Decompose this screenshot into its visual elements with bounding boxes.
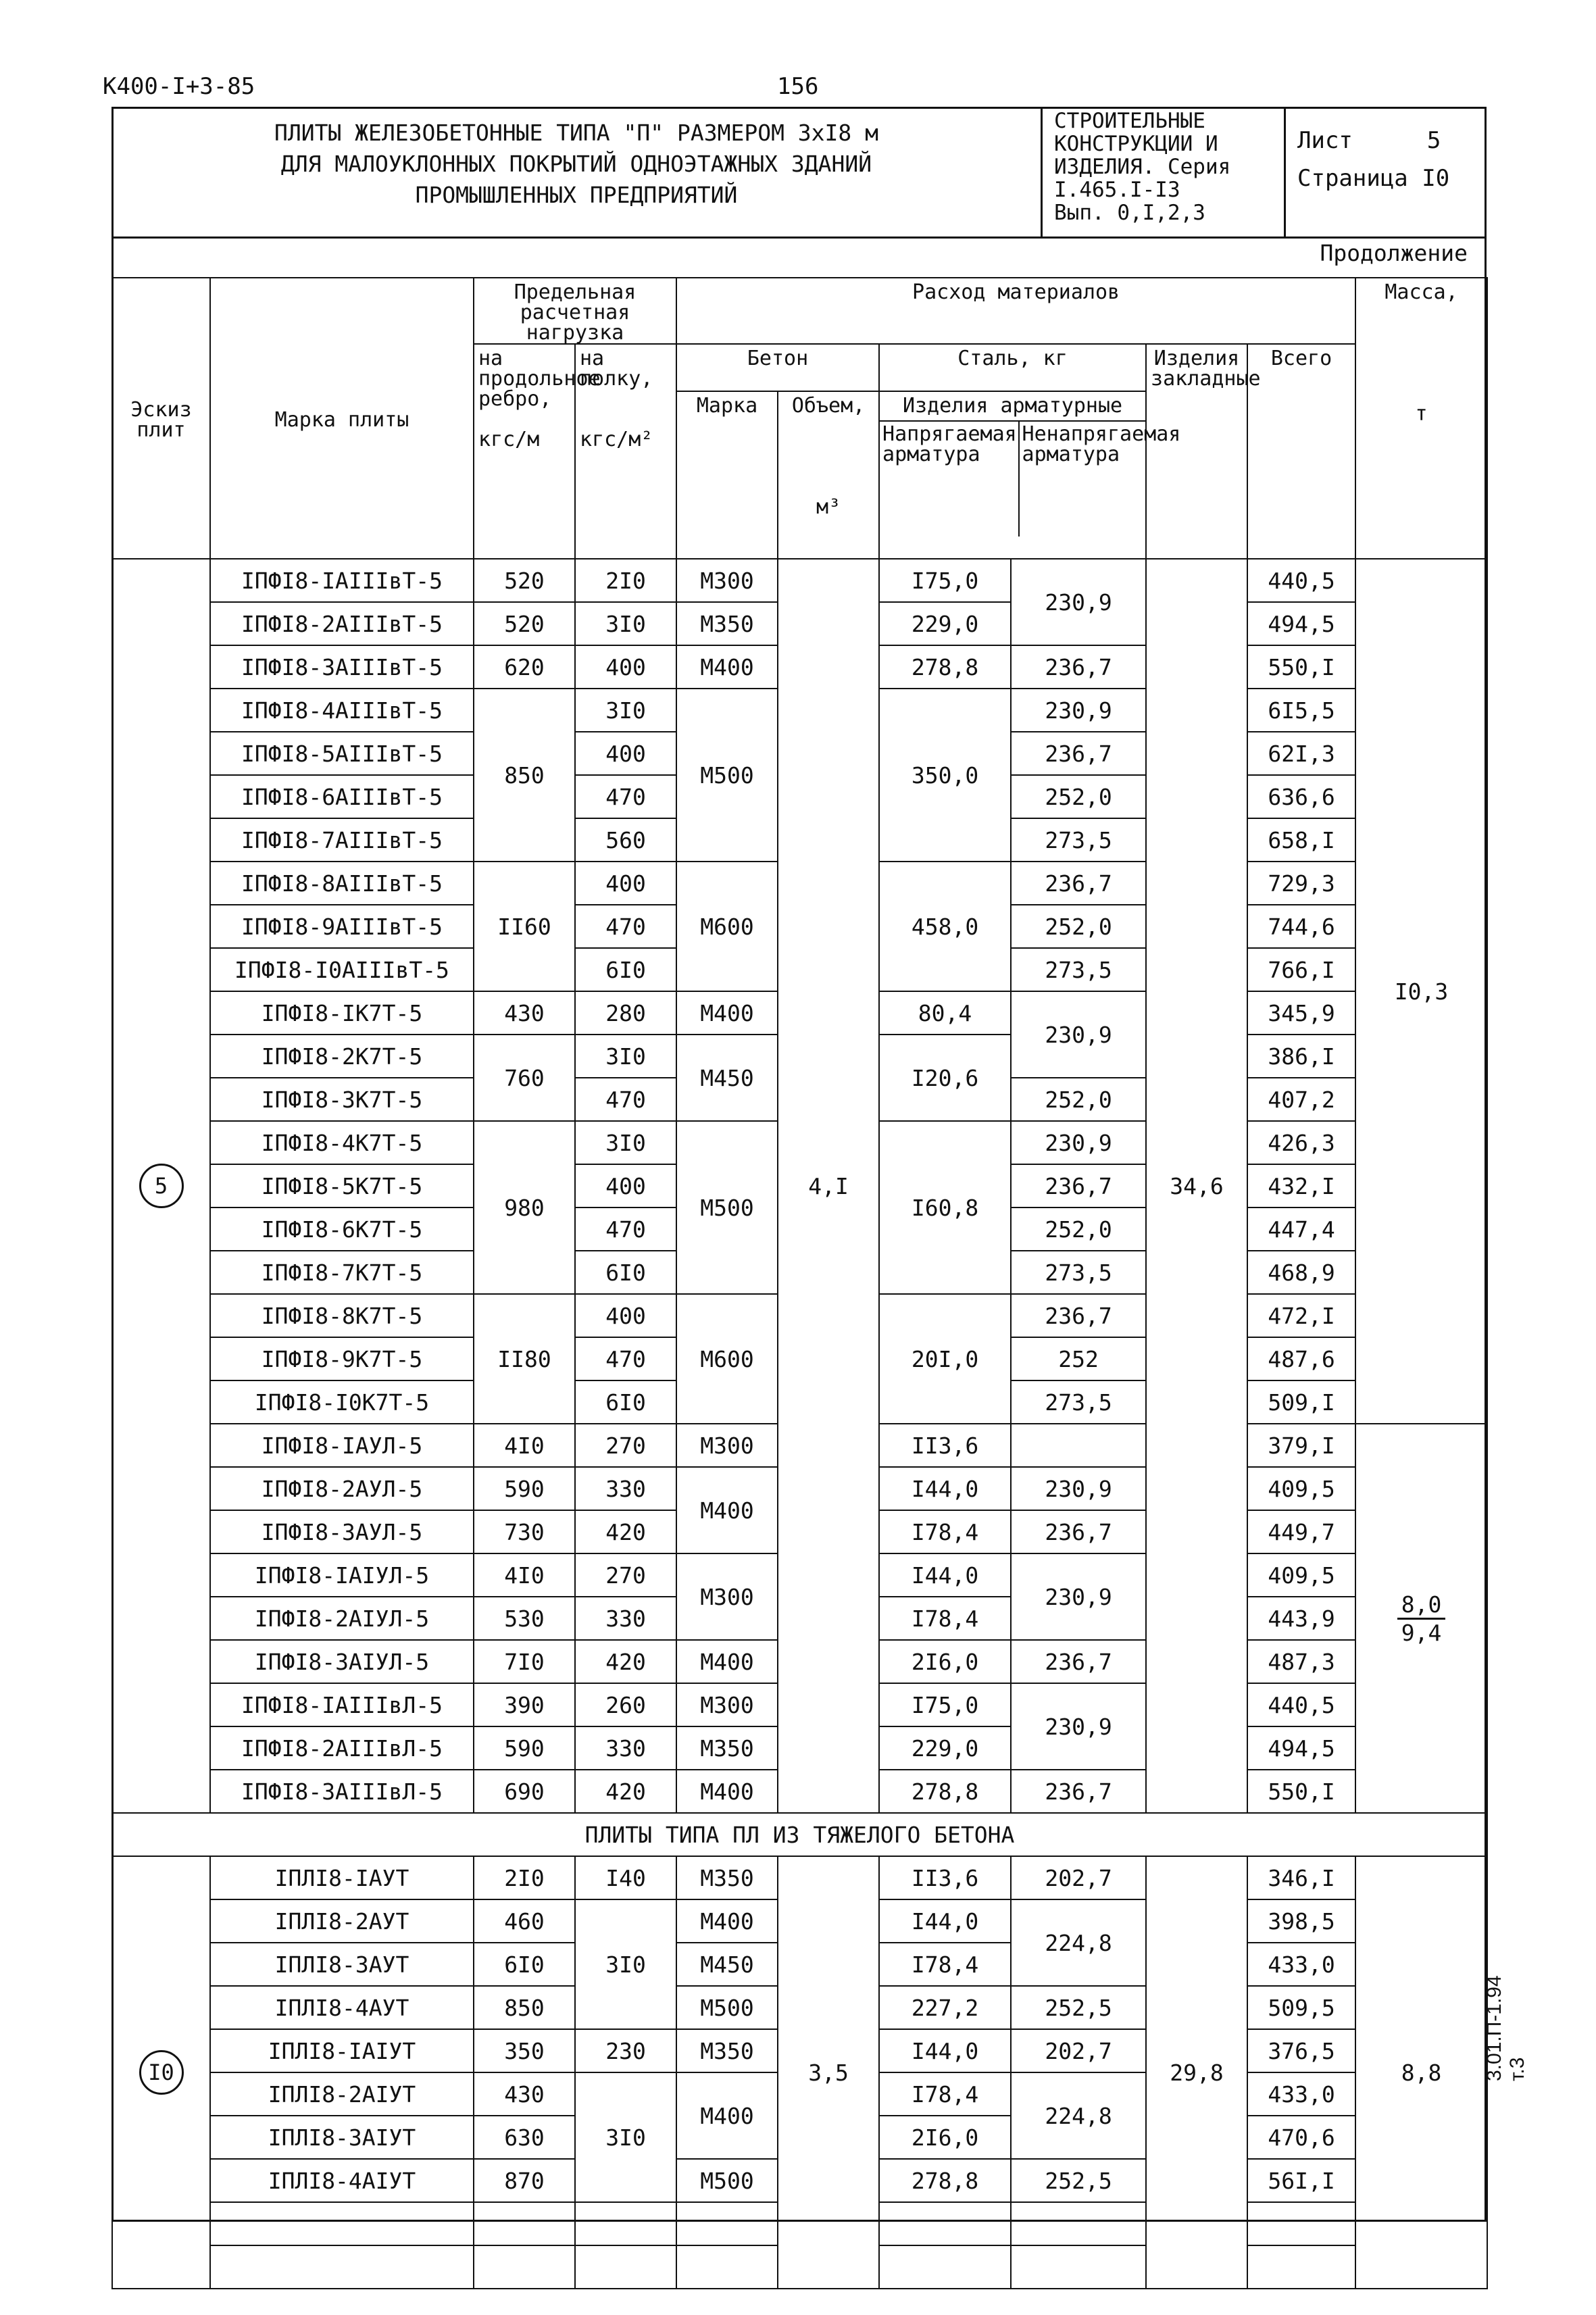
total-cell: 440,5 (1247, 559, 1355, 602)
nonprestressed-cell: 252 (1011, 1337, 1146, 1380)
nonprestressed-cell: 273,5 (1011, 948, 1146, 991)
shelf-load-cell: 560 (575, 818, 676, 862)
grade-cell: М600 (676, 862, 778, 991)
grade-cell: М300 (676, 559, 778, 602)
total-cell: 447,4 (1247, 1208, 1355, 1251)
total-cell: 56I,I (1247, 2159, 1355, 2202)
total-cell: 636,6 (1247, 775, 1355, 818)
total-cell: 440,5 (1247, 1683, 1355, 1726)
col-rebar (879, 391, 1181, 559)
nonprestressed-cell: 230,9 (1011, 1683, 1146, 1770)
header-divider (1284, 107, 1286, 239)
prestressed-cell: 227,2 (879, 1986, 1011, 2029)
nonprestressed-cell (1011, 2245, 1146, 2289)
rib-load-cell: 590 (474, 1467, 575, 1510)
rib-load-cell: 760 (474, 1035, 575, 1121)
total-cell: 494,5 (1247, 602, 1355, 645)
rib-load-cell: 520 (474, 602, 575, 645)
total-cell: 766,I (1247, 948, 1355, 991)
total-cell: 509,I (1247, 1380, 1355, 1424)
total-cell: 487,3 (1247, 1640, 1355, 1683)
col-mass (1355, 278, 1487, 559)
materials-table (111, 277, 1488, 2289)
nonprestressed-cell: 273,5 (1011, 818, 1146, 862)
total-cell: 432,I (1247, 1164, 1355, 1208)
rib-load-cell: 390 (474, 1683, 575, 1726)
rib-load-cell: 870 (474, 2159, 575, 2202)
nonprestressed-cell: 202,7 (1011, 2029, 1146, 2072)
prestressed-cell: I78,4 (879, 1597, 1011, 1640)
grade-cell: М450 (676, 1943, 778, 1986)
col-sketch (112, 278, 210, 559)
table-row (112, 1856, 1487, 1899)
mark-cell: IПЛI8-2АУТ (210, 1899, 474, 1943)
total-cell: 345,9 (1247, 991, 1355, 1035)
col-mark: Марка плиты (210, 278, 474, 559)
sketch-number: 5 (139, 1164, 184, 1208)
grade-cell: М500 (676, 689, 778, 862)
side-stamp: 3.01.П-1.94 т.3 (1483, 1975, 1528, 2081)
mass-cell: I0,3 (1355, 559, 1487, 1424)
page-label: Страница I0 (1297, 165, 1450, 192)
series-line: I.465.I-I3 (1054, 178, 1180, 202)
col-volume-label: Объем, (791, 394, 866, 418)
total-cell: 744,6 (1247, 905, 1355, 948)
nonprestressed-cell: 202,7 (1011, 1856, 1146, 1899)
grade-cell: М300 (676, 1553, 778, 1640)
nonprestressed-cell: 236,7 (1011, 1164, 1146, 1208)
rib-load-cell: II80 (474, 1294, 575, 1424)
grade-cell: М400 (676, 1467, 778, 1553)
shelf-load-cell: 280 (575, 991, 676, 1035)
total-cell: 398,5 (1247, 1899, 1355, 1943)
grade-cell: М400 (676, 991, 778, 1035)
mark-cell: IПФI8-6АIIIвТ-5 (210, 775, 474, 818)
nonprestressed-cell: 236,7 (1011, 862, 1146, 905)
nonprestressed-cell: 230,9 (1011, 559, 1146, 645)
prestressed-cell: 2I6,0 (879, 2116, 1011, 2159)
prestressed-cell: I44,0 (879, 2029, 1011, 2072)
title-line: ДЛЯ МАЛОУКЛОННЫХ ПОКРЫТИЙ ОДНОЭТАЖНЫХ ЗДАНИЙ (280, 151, 872, 177)
grade-cell: М400 (676, 1640, 778, 1683)
shelf-load-cell: 330 (575, 1467, 676, 1510)
grade-cell: М350 (676, 1726, 778, 1770)
nonprestressed-cell (1011, 2202, 1146, 2245)
mark-cell: IПФI8-3АIУЛ-5 (210, 1640, 474, 1683)
rib-load-cell: 460 (474, 1899, 575, 1943)
continuation-label: Продолжение (1320, 240, 1468, 266)
prestressed-cell: I78,4 (879, 1943, 1011, 1986)
mark-cell: IПФI8-2АIУЛ-5 (210, 1597, 474, 1640)
total-cell: 407,2 (1247, 1078, 1355, 1121)
nonprestressed-cell: 273,5 (1011, 1251, 1146, 1294)
nonprestressed-cell: 252,0 (1011, 905, 1146, 948)
total-cell: 426,3 (1247, 1121, 1355, 1164)
rib-load-cell: 530 (474, 1597, 575, 1640)
shelf-load-cell: 400 (575, 1294, 676, 1337)
shelf-load-cell: 400 (575, 645, 676, 689)
total-cell: 449,7 (1247, 1510, 1355, 1553)
series-line: СТРОИТЕЛЬНЫЕ (1054, 109, 1205, 133)
nonprestressed-cell: 230,9 (1011, 1467, 1146, 1510)
shelf-load-cell: 3I0 (575, 602, 676, 645)
total-cell: 376,5 (1247, 2029, 1355, 2072)
shelf-load-cell: 270 (575, 1553, 676, 1597)
shelf-load-cell: 400 (575, 732, 676, 775)
mark-cell: IПФI8-3АIIIвТ-5 (210, 645, 474, 689)
grade-cell: М500 (676, 1986, 778, 2029)
prestressed-cell: I60,8 (879, 1121, 1011, 1294)
grade-cell: М350 (676, 602, 778, 645)
nonprestressed-cell: 236,7 (1011, 1294, 1146, 1337)
grade-cell: М600 (676, 1294, 778, 1424)
mass-fraction-cell (1355, 1424, 1487, 1813)
col-load-shelf-label: на полку, (580, 347, 653, 391)
mark-cell: IПФI8-5К7Т-5 (210, 1164, 474, 1208)
shelf-load-cell: 420 (575, 1770, 676, 1813)
col-nonprestressed: Ненапрягаемая арматура (1022, 422, 1181, 466)
shelf-load-cell: 420 (575, 1640, 676, 1683)
prestressed-cell: 229,0 (879, 602, 1011, 645)
total-cell: 443,9 (1247, 1597, 1355, 1640)
shelf-load-cell: 400 (575, 862, 676, 905)
shelf-load-cell: 3I0 (575, 2072, 676, 2202)
rib-load-cell: 850 (474, 689, 575, 862)
rib-load-cell: 350 (474, 2029, 575, 2072)
rib-load-cell: 850 (474, 1986, 575, 2029)
nonprestressed-cell: 224,8 (1011, 1899, 1146, 1986)
mark-cell: IПФI8-7АIIIвТ-5 (210, 818, 474, 862)
prestressed-cell (879, 2245, 1011, 2289)
series-line: Вып. 0,I,2,3 (1054, 201, 1205, 225)
grade-cell: М350 (676, 1856, 778, 1899)
rib-load-cell: 620 (474, 645, 575, 689)
prestressed-cell: 229,0 (879, 1726, 1011, 1770)
mark-cell: IПФI8-9К7Т-5 (210, 1337, 474, 1380)
grade-cell: М500 (676, 1121, 778, 1294)
mark-cell: IПФI8-IАIIIвТ-5 (210, 559, 474, 602)
rib-load-cell: 730 (474, 1510, 575, 1553)
mark-cell: IПФI8-6К7Т-5 (210, 1208, 474, 1251)
shelf-load-cell: 330 (575, 1597, 676, 1640)
series-block (1054, 109, 1277, 234)
total-cell: 433,0 (1247, 1943, 1355, 1986)
grade-cell: М450 (676, 1035, 778, 1121)
mark-cell: IПФI8-IАIIIвЛ-5 (210, 1683, 474, 1726)
shelf-load-cell: 230 (575, 2029, 676, 2072)
prestressed-cell: 458,0 (879, 862, 1011, 991)
rib-load-cell: 630 (474, 2116, 575, 2159)
embedded-cell: 34,6 (1146, 559, 1247, 1813)
total-cell (1247, 2202, 1355, 2245)
grade-cell (676, 2245, 778, 2289)
grade-cell (676, 2202, 778, 2245)
mark-cell: IПФI8-3К7Т-5 (210, 1078, 474, 1121)
shelf-load-cell: I40 (575, 1856, 676, 1899)
title-line: ПЛИТЫ ЖЕЛЕЗОБЕТОННЫЕ ТИПА "П" РАЗМЕРОМ 3хI8 м (274, 120, 879, 146)
total-cell: 433,0 (1247, 2072, 1355, 2116)
mark-cell: IПЛI8-IАIУТ (210, 2029, 474, 2072)
col-concrete: Бетон (676, 344, 879, 391)
col-load-rib (474, 344, 601, 559)
nonprestressed-cell: 224,8 (1011, 2072, 1146, 2159)
prestressed-cell: II3,6 (879, 1424, 1011, 1467)
title-line: ПРОМЫШЛЕННЫХ ПРЕДПРИЯТИЙ (415, 182, 738, 208)
total-cell: 346,I (1247, 1856, 1355, 1899)
mark-cell: IПФI8-2АУЛ-5 (210, 1467, 474, 1510)
page-number: 156 (777, 73, 819, 100)
nonprestressed-cell: 236,7 (1011, 732, 1146, 775)
mark-cell: IПФI8-3АУЛ-5 (210, 1510, 474, 1553)
grade-cell: М500 (676, 2159, 778, 2202)
document-code: К400-I+3-85 (103, 73, 255, 100)
mass-fraction (1397, 1591, 1446, 1646)
rib-load-cell: II60 (474, 862, 575, 991)
mass-cell: 8,8 (1355, 1856, 1487, 2289)
grade-cell: М400 (676, 1899, 778, 1943)
total-cell: 386,I (1247, 1035, 1355, 1078)
shelf-load-cell: 3I0 (575, 1121, 676, 1164)
shelf-load-cell: 6I0 (575, 1380, 676, 1424)
series-line: ИЗДЕЛИЯ. Серия (1054, 155, 1231, 179)
nonprestressed-cell: 252,0 (1011, 1078, 1146, 1121)
total-cell: 729,3 (1247, 862, 1355, 905)
mark-cell: IПФI8-IАУЛ-5 (210, 1424, 474, 1467)
prestressed-cell: I78,4 (879, 1510, 1011, 1553)
mark-cell (210, 2245, 474, 2289)
shelf-load-cell: 470 (575, 905, 676, 948)
mark-cell: IПФI8-2АIIIвТ-5 (210, 602, 474, 645)
section-title: ПЛИТЫ ТИПА ПЛ ИЗ ТЯЖЕЛОГО БЕТОНА (112, 1813, 1487, 1856)
rib-load-cell: 7I0 (474, 1640, 575, 1683)
grade-cell: М300 (676, 1424, 778, 1467)
sheet-label: Лист (1297, 127, 1353, 154)
total-cell: 62I,3 (1247, 732, 1355, 775)
prestressed-cell: 80,4 (879, 991, 1011, 1035)
rib-load-cell: 4I0 (474, 1424, 575, 1467)
mark-cell: IПФI8-7К7Т-5 (210, 1251, 474, 1294)
mark-cell: IПФI8-2АIIIвЛ-5 (210, 1726, 474, 1770)
shelf-load-cell: 470 (575, 1337, 676, 1380)
shelf-load-cell (575, 2245, 676, 2289)
rib-load-cell: 430 (474, 991, 575, 1035)
total-cell: 409,5 (1247, 1553, 1355, 1597)
mark-cell: IПЛI8-3АУТ (210, 1943, 474, 1986)
grade-cell: М400 (676, 2072, 778, 2159)
grade-cell: М400 (676, 1770, 778, 1813)
col-volume-unit: м³ (816, 495, 841, 519)
shelf-load-cell: 470 (575, 775, 676, 818)
total-cell: 470,6 (1247, 2116, 1355, 2159)
mark-cell: IПФI8-8АIIIвТ-5 (210, 862, 474, 905)
header-bottom-line (111, 237, 1487, 239)
prestressed-cell: 20I,0 (879, 1294, 1011, 1424)
sketch-cell (112, 1856, 210, 2289)
total-cell: 468,9 (1247, 1251, 1355, 1294)
mark-cell: IПФI8-9АIIIвТ-5 (210, 905, 474, 948)
nonprestressed-cell: 230,9 (1011, 991, 1146, 1078)
col-rebar-items: Изделия арматурные (902, 394, 1123, 418)
nonprestressed-cell: 252,5 (1011, 1986, 1146, 2029)
nonprestressed-cell (1011, 1424, 1146, 1467)
prestressed-cell: I75,0 (879, 559, 1011, 602)
nonprestressed-cell: 230,9 (1011, 689, 1146, 732)
col-materials: Расход материалов (676, 278, 1355, 344)
prestressed-cell: 2I6,0 (879, 1640, 1011, 1683)
mass-numerator: 8,0 (1397, 1591, 1446, 1620)
mark-cell: IПФI8-I0К7Т-5 (210, 1380, 474, 1424)
shelf-load-cell (575, 2202, 676, 2245)
rib-load-cell: 6I0 (474, 1943, 575, 1986)
total-cell: 550,I (1247, 645, 1355, 689)
shelf-load-cell: 270 (575, 1424, 676, 1467)
sheet-value: 5 (1426, 127, 1441, 154)
mark-cell: IПФI8-3АIIIвЛ-5 (210, 1770, 474, 1813)
nonprestressed-cell: 273,5 (1011, 1380, 1146, 1424)
mark-cell: IПЛI8-3АIУТ (210, 2116, 474, 2159)
nonprestressed-cell: 230,9 (1011, 1553, 1146, 1640)
mass-denominator: 9,4 (1401, 1619, 1442, 1646)
col-load: Предельная расчетная нагрузка (474, 278, 676, 344)
rib-load-cell: 690 (474, 1770, 575, 1813)
embedded-cell: 29,8 (1146, 1856, 1247, 2289)
shelf-load-cell: 6I0 (575, 1251, 676, 1294)
sketch-number: I0 (139, 2050, 184, 2095)
nonprestressed-cell: 252,0 (1011, 1208, 1146, 1251)
rib-load-cell: 2I0 (474, 1856, 575, 1899)
mark-cell: IПФI8-IК7Т-5 (210, 991, 474, 1035)
document-title (114, 109, 1039, 234)
total-cell (1247, 2245, 1355, 2289)
volume-cell: 4,I (778, 559, 879, 1813)
total-cell: 494,5 (1247, 1726, 1355, 1770)
prestressed-cell: I75,0 (879, 1683, 1011, 1726)
nonprestressed-cell: 252,0 (1011, 775, 1146, 818)
total-cell: 509,5 (1247, 1986, 1355, 2029)
col-sketch-label: Эскиз плит (130, 398, 192, 442)
mark-cell: IПФI8-8К7Т-5 (210, 1294, 474, 1337)
shelf-load-cell: 260 (575, 1683, 676, 1726)
prestressed-cell: 278,8 (879, 645, 1011, 689)
prestressed-cell: I44,0 (879, 1899, 1011, 1943)
total-cell: 409,5 (1247, 1467, 1355, 1510)
total-cell: 379,I (1247, 1424, 1355, 1467)
volume-cell: 3,5 (778, 1856, 879, 2289)
shelf-load-cell: 3I0 (575, 689, 676, 732)
nonprestressed-cell: 236,7 (1011, 1770, 1146, 1813)
grade-cell: М300 (676, 1683, 778, 1726)
shelf-load-cell: 6I0 (575, 948, 676, 991)
header-row (112, 278, 1487, 344)
col-volume (778, 391, 879, 559)
mark-cell (210, 2202, 474, 2245)
mark-cell: IПЛI8-4АIУТ (210, 2159, 474, 2202)
col-embedded: Изделия закладные (1146, 344, 1247, 559)
shelf-load-cell: 2I0 (575, 559, 676, 602)
shelf-load-cell: 420 (575, 1510, 676, 1553)
mark-cell: IПФI8-I0АIIIвТ-5 (210, 948, 474, 991)
grade-cell: М400 (676, 645, 778, 689)
nonprestressed-cell: 230,9 (1011, 1121, 1146, 1164)
col-steel: Сталь, кг (879, 344, 1146, 391)
col-mass-unit: т (1415, 402, 1428, 426)
prestressed-cell: I78,4 (879, 2072, 1011, 2116)
shelf-load-cell: 3I0 (575, 1899, 676, 2029)
shelf-load-cell: 470 (575, 1208, 676, 1251)
rib-load-cell (474, 2202, 575, 2245)
mark-cell: IПЛI8-IАУТ (210, 1856, 474, 1899)
col-load-rib-unit: кгс/м (478, 428, 540, 451)
col-prestressed: Напрягаемая арматура (882, 422, 1017, 466)
header-divider (1041, 107, 1043, 239)
sheet-block (1297, 122, 1487, 197)
shelf-load-cell: 400 (575, 1164, 676, 1208)
section-row (112, 1813, 1487, 1856)
nonprestressed-cell: 236,7 (1011, 645, 1146, 689)
rib-load-cell (474, 2245, 575, 2289)
prestressed-cell: I44,0 (879, 1553, 1011, 1597)
shelf-load-cell: 3I0 (575, 1035, 676, 1078)
total-cell: 550,I (1247, 1770, 1355, 1813)
nonprestressed-cell: 236,7 (1011, 1640, 1146, 1683)
prestressed-cell: I44,0 (879, 1467, 1011, 1510)
mark-cell: IПФI8-IАIУЛ-5 (210, 1553, 474, 1597)
rib-load-cell: 520 (474, 559, 575, 602)
col-grade: Марка (676, 391, 778, 559)
mark-cell: IПФI8-4К7Т-5 (210, 1121, 474, 1164)
rib-load-cell: 430 (474, 2072, 575, 2116)
sketch-cell (112, 559, 210, 1813)
prestressed-cell: 278,8 (879, 1770, 1011, 1813)
mark-cell: IПЛI8-2АIУТ (210, 2072, 474, 2116)
total-cell: 487,6 (1247, 1337, 1355, 1380)
nonprestressed-cell: 252,5 (1011, 2159, 1146, 2202)
col-total: Всего (1247, 344, 1355, 559)
total-cell: 6I5,5 (1247, 689, 1355, 732)
prestressed-cell: I20,6 (879, 1035, 1011, 1121)
prestressed-cell (879, 2202, 1011, 2245)
shelf-load-cell: 330 (575, 1726, 676, 1770)
mark-cell: IПФI8-2К7Т-5 (210, 1035, 474, 1078)
grade-cell: М350 (676, 2029, 778, 2072)
mark-cell: IПФI8-4АIIIвТ-5 (210, 689, 474, 732)
col-load-rib-label: на продольное ребро, (478, 347, 601, 411)
mark-cell: IПФI8-5АIIIвТ-5 (210, 732, 474, 775)
shelf-load-cell: 470 (575, 1078, 676, 1121)
mark-cell: IПЛI8-4АУТ (210, 1986, 474, 2029)
col-load-shelf-unit: кгс/м² (580, 428, 653, 451)
series-line: КОНСТРУКЦИИ И (1054, 132, 1218, 156)
prestressed-cell: 350,0 (879, 689, 1011, 862)
rib-load-cell: 980 (474, 1121, 575, 1294)
total-cell: 658,I (1247, 818, 1355, 862)
nonprestressed-cell: 236,7 (1011, 1510, 1146, 1553)
prestressed-cell: II3,6 (879, 1856, 1011, 1899)
prestressed-cell: 278,8 (879, 2159, 1011, 2202)
col-load-shelf (575, 344, 676, 559)
total-cell: 472,I (1247, 1294, 1355, 1337)
table-row (112, 559, 1487, 602)
col-mass-label: Масса, (1385, 280, 1458, 304)
rib-load-cell: 4I0 (474, 1553, 575, 1597)
rib-load-cell: 590 (474, 1726, 575, 1770)
